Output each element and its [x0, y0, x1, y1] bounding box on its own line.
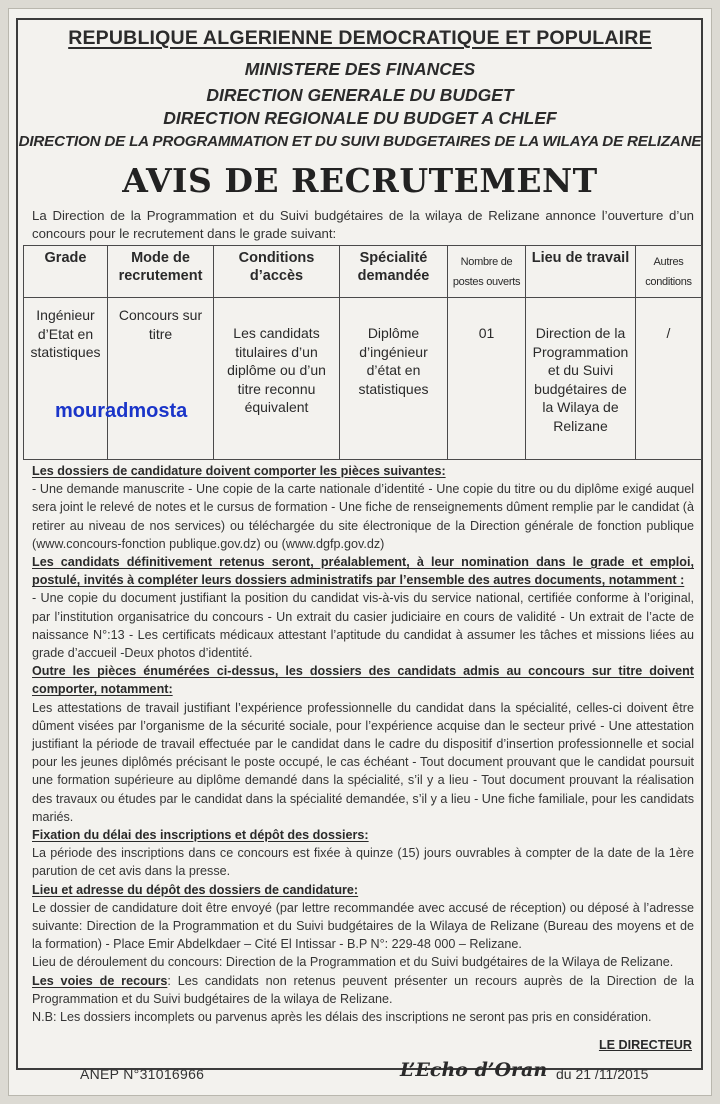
publication-date: du 21 /11/2015: [556, 1066, 649, 1082]
watermark: mouradmosta: [55, 400, 188, 422]
retenus-heading: Les candidats définitivement retenus seront, préalablement, à leur nomination dans le grade et emploi, postulé, invités à compléter leurs dossiers administratifs par l’ensemble des autres documents, notamment :: [32, 555, 694, 588]
republic-heading: REPUBLIQUE ALGERIENNE DEMOCRATIQUE ET POPULAIRE: [68, 27, 652, 49]
header-conditions: Conditions d’accès: [214, 246, 340, 298]
header-lieu: Lieu de travail: [526, 246, 636, 298]
outre-text: Les attestations de travail justifiant l’expérience professionnelle du candidat dans la spécialité, celles-ci doivent être dûment visées par l’organisme de la sécurité sociale, pour l’expérience acquise dan le secteur privé - Une attestation justifiant la période de travail effectuée par le candidat dans le cadre du dispositif d’insertion professionnelle et social pour les jeunes diplômés précisant le poste occupé, le cas échéant - Tout document prouvant que le candidat poursuit une formation supérieure au diplôme demandé dans la spécialité, s’il y a lieu - Tout document prouvant la réalisation des travaux ou études par le candidat dans la spécialité demandée, s’il y a lieu - Une fiche familiale, pour les candidats mariés.: [32, 700, 694, 824]
cell-postes: 01: [448, 298, 526, 460]
nb-text: N.B: Les dossiers incomplets ou parvenus après les délais des inscriptions ne seront pas pris en considération.: [32, 1010, 652, 1025]
delai-text: La période des inscriptions dans ce concours est fixée à quinze (15) jours ouvrables à compter de la date de la 1ère parution de cet avis dans la presse.: [32, 846, 694, 879]
header-postes: Nombre de postes ouverts: [448, 246, 526, 298]
wilaya-direction-heading: DIRECTION DE LA PROGRAMMATION ET DU SUIVI BUDGETAIRES DE LA WILAYA DE RELIZANE: [18, 133, 702, 150]
general-direction-heading: DIRECTION GENERALE DU BUDGET: [206, 85, 514, 105]
cell-specialite: Diplôme d’ingénieur d’état en statistiques: [340, 298, 448, 460]
signature: LE DIRECTEUR: [598, 1038, 692, 1052]
deroulement-text: Lieu de déroulement du concours: Direction de la Programmation et du Suivi budgétaires de la Wilaya de Relizane.: [32, 955, 674, 970]
ministry-heading: MINISTERE DES FINANCES: [244, 59, 476, 79]
recours-text: : Les candidats non retenus peuvent présenter un recours auprès de la Direction de la Programmation et du Suivi budgétaires de la wilaya de Relizane.: [32, 973, 694, 1006]
table-row: [24, 298, 702, 460]
cell-grade: Ingénieur d’Etat en statistiques: [24, 298, 108, 460]
cell-mode: Concours sur titre: [108, 298, 214, 460]
header-mode: Mode de recrutement: [108, 246, 214, 298]
recruitment-table: [23, 245, 702, 460]
recours-label: Les voies de recours: [32, 973, 168, 988]
lieu-heading: Lieu et adresse du dépôt des dossiers de candidature:: [32, 882, 359, 897]
delai-heading: Fixation du délai des inscriptions et dépôt des dossiers:: [32, 828, 369, 843]
lieu-text: Le dossier de candidature doit être envoyé (par lettre recommandée avec accusé de réception) ou déposé à l’adresse suivante: Direction de la Programmation et du Suivi budgétaires de la Wilaya de Relizane (Bureau des moyens et de la formation) - Place Emir Abdelkdaer – Cité El Intissar - B.P N°: 229-48 000 – Relizane.: [32, 900, 694, 952]
retenus-text: - Une copie du document justifiant la position du candidat vis-à-vis du service national, certifiée conforme à l’original, par l’institution organisatrice du concours - Un extrait du casier judiciaire en cours de validité - Un extrait de l’acte de naissance N°:13 - Les certificats médicaux attestant l’aptitude du candidat à assumer les tâches et missions liées au grade d’accueil -Deux photos d’identité.: [32, 591, 694, 661]
header-specialite: Spécialité demandée: [340, 246, 448, 298]
cell-conditions: Les candidats titulaires d’un diplôme ou d’un titre reconnu équivalent: [214, 298, 340, 460]
header-autres: Autres conditions: [636, 246, 702, 298]
newspaper-name: L’Echo d’Oran: [400, 1059, 548, 1081]
cell-lieu: Direction de la Programmation et du Suivi budgétaires de la Wilaya de Relizane: [526, 298, 636, 460]
dossiers-text: - Une demande manuscrite - Une copie de la carte nationale d’identité - Une copie du titre ou du diplôme exigé auquel sera joint le relevé de notes et le cursus de formation - Une fiche de renseignements dûment remplie par le candidat (à retirer au niveau de nos services) ou téléchargée du site électronique de la Direction générale de fonction publique (www.concours-fonction publique.gov.dz) ou (www.dgfp.gov.dz): [32, 482, 694, 551]
regional-direction-heading: DIRECTION REGIONALE DU BUDGET A CHLEF: [163, 108, 557, 128]
notice-body: [32, 462, 694, 1026]
anep-reference: ANEP N°31016966: [80, 1066, 205, 1082]
cell-autres: /: [636, 298, 702, 460]
outre-heading: Outre les pièces énumérées ci-dessus, les dossiers des candidats admis au concours sur titre doivent comporter, notamment:: [32, 664, 694, 697]
recours-paragraph: [32, 972, 694, 1008]
header-grade: Grade: [24, 246, 108, 298]
intro-paragraph: La Direction de la Programmation et du Suivi budgétaires de la wilaya de Relizane annonce l’ouverture d’un concours pour le recrutement dans le grade suivant:: [32, 208, 694, 241]
table-header-row: [24, 246, 702, 298]
dossiers-heading: Les dossiers de candidature doivent comporter les pièces suivantes:: [32, 464, 446, 478]
page-title: AVIS DE RECRUTEMENT: [122, 161, 598, 200]
